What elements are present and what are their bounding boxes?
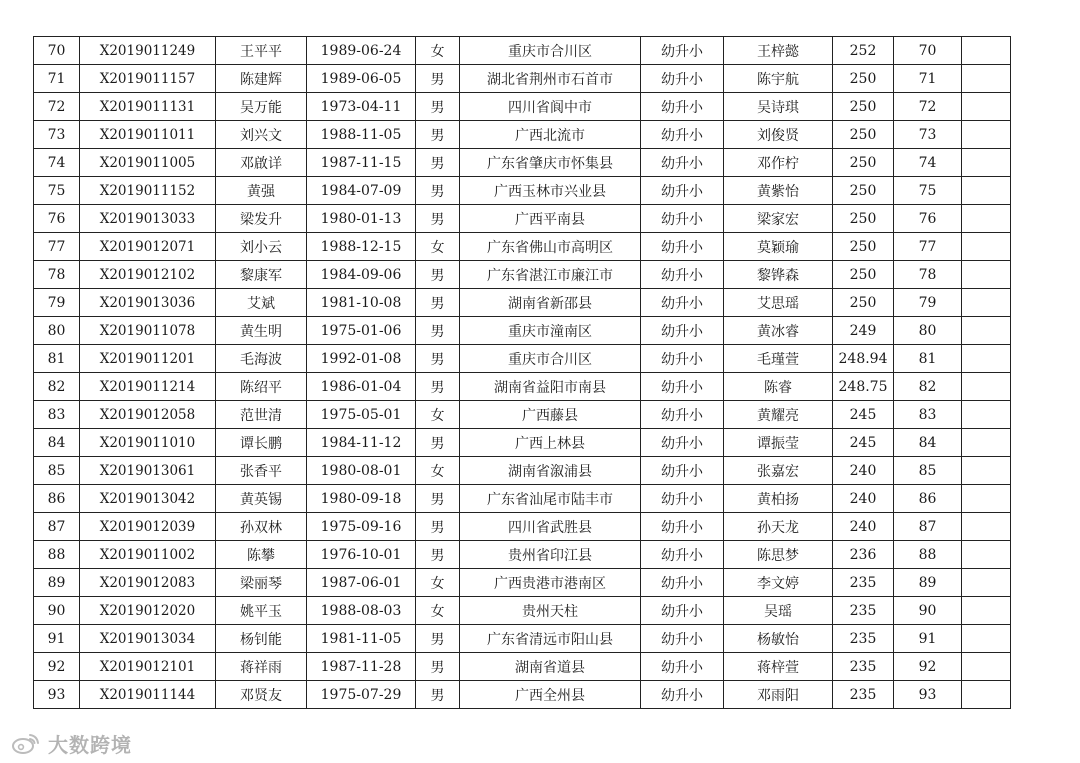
cell-birth-date: 1988-12-15 <box>307 233 416 261</box>
cell-rank: 91 <box>894 625 962 653</box>
cell-parent-name: 孙双林 <box>216 513 307 541</box>
cell-gender: 男 <box>416 93 460 121</box>
cell-child-name: 黄耀亮 <box>724 401 833 429</box>
cell-gender: 男 <box>416 261 460 289</box>
cell-gender: 男 <box>416 373 460 401</box>
cell-row-number: 77 <box>34 233 80 261</box>
cell-child-name: 陈睿 <box>724 373 833 401</box>
cell-enrollment-type: 幼升小 <box>641 625 724 653</box>
cell-birth-date: 1975-05-01 <box>307 401 416 429</box>
cell-score: 250 <box>833 65 894 93</box>
cell-remark <box>962 373 1011 401</box>
cell-score: 240 <box>833 457 894 485</box>
cell-gender: 男 <box>416 513 460 541</box>
cell-gender: 女 <box>416 37 460 65</box>
cell-enrollment-type: 幼升小 <box>641 569 724 597</box>
cell-parent-name: 刘小云 <box>216 233 307 261</box>
cell-gender: 男 <box>416 653 460 681</box>
cell-birth-date: 1987-11-15 <box>307 149 416 177</box>
cell-remark <box>962 37 1011 65</box>
cell-rank: 80 <box>894 317 962 345</box>
applicant-ranking-table <box>33 36 1011 709</box>
cell-child-name: 黄柏扬 <box>724 485 833 513</box>
cell-application-id: X2019012071 <box>80 233 216 261</box>
cell-parent-name: 范世清 <box>216 401 307 429</box>
cell-enrollment-type: 幼升小 <box>641 485 724 513</box>
table-row <box>34 261 1011 289</box>
table-row <box>34 149 1011 177</box>
cell-score: 235 <box>833 681 894 709</box>
cell-native-place: 贵州天柱 <box>460 597 641 625</box>
cell-gender: 女 <box>416 457 460 485</box>
cell-row-number: 82 <box>34 373 80 401</box>
cell-application-id: X2019011010 <box>80 429 216 457</box>
cell-application-id: X2019011011 <box>80 121 216 149</box>
cell-birth-date: 1986-01-04 <box>307 373 416 401</box>
cell-parent-name: 黄生明 <box>216 317 307 345</box>
cell-application-id: X2019012083 <box>80 569 216 597</box>
cell-birth-date: 1989-06-05 <box>307 65 416 93</box>
cell-parent-name: 姚平玉 <box>216 597 307 625</box>
cell-native-place: 湖南省新邵县 <box>460 289 641 317</box>
cell-child-name: 王梓懿 <box>724 37 833 65</box>
cell-score: 250 <box>833 121 894 149</box>
table-row <box>34 653 1011 681</box>
cell-score: 235 <box>833 597 894 625</box>
cell-child-name: 孙天龙 <box>724 513 833 541</box>
cell-row-number: 74 <box>34 149 80 177</box>
table-row <box>34 205 1011 233</box>
cell-birth-date: 1975-01-06 <box>307 317 416 345</box>
cell-application-id: X2019011249 <box>80 37 216 65</box>
cell-native-place: 重庆市潼南区 <box>460 317 641 345</box>
cell-row-number: 76 <box>34 205 80 233</box>
cell-application-id: X2019011201 <box>80 345 216 373</box>
cell-row-number: 89 <box>34 569 80 597</box>
table-row <box>34 289 1011 317</box>
cell-gender: 女 <box>416 233 460 261</box>
cell-child-name: 吴瑶 <box>724 597 833 625</box>
cell-parent-name: 张香平 <box>216 457 307 485</box>
table-row <box>34 93 1011 121</box>
cell-application-id: X2019013042 <box>80 485 216 513</box>
cell-score: 250 <box>833 261 894 289</box>
cell-score: 252 <box>833 37 894 65</box>
cell-row-number: 70 <box>34 37 80 65</box>
cell-native-place: 广西全州县 <box>460 681 641 709</box>
cell-gender: 男 <box>416 317 460 345</box>
cell-parent-name: 黎康军 <box>216 261 307 289</box>
table-row <box>34 485 1011 513</box>
cell-remark <box>962 597 1011 625</box>
cell-birth-date: 1973-04-11 <box>307 93 416 121</box>
cell-gender: 男 <box>416 177 460 205</box>
table-row <box>34 625 1011 653</box>
cell-parent-name: 王平平 <box>216 37 307 65</box>
cell-gender: 男 <box>416 149 460 177</box>
cell-score: 235 <box>833 569 894 597</box>
cell-child-name: 张嘉宏 <box>724 457 833 485</box>
cell-native-place: 广东省湛江市廉江市 <box>460 261 641 289</box>
cell-enrollment-type: 幼升小 <box>641 233 724 261</box>
cell-score: 250 <box>833 93 894 121</box>
table-row <box>34 457 1011 485</box>
cell-birth-date: 1989-06-24 <box>307 37 416 65</box>
cell-child-name: 黎铧森 <box>724 261 833 289</box>
cell-gender: 男 <box>416 485 460 513</box>
cell-rank: 89 <box>894 569 962 597</box>
cell-enrollment-type: 幼升小 <box>641 681 724 709</box>
cell-gender: 男 <box>416 345 460 373</box>
cell-gender: 男 <box>416 65 460 93</box>
cell-rank: 85 <box>894 457 962 485</box>
cell-child-name: 邓雨阳 <box>724 681 833 709</box>
cell-remark <box>962 289 1011 317</box>
cell-rank: 75 <box>894 177 962 205</box>
cell-row-number: 83 <box>34 401 80 429</box>
cell-native-place: 广西上林县 <box>460 429 641 457</box>
cell-native-place: 湖南省道县 <box>460 653 641 681</box>
table-row <box>34 177 1011 205</box>
cell-application-id: X2019011005 <box>80 149 216 177</box>
table-body <box>34 37 1011 709</box>
cell-birth-date: 1981-11-05 <box>307 625 416 653</box>
cell-remark <box>962 65 1011 93</box>
cell-rank: 71 <box>894 65 962 93</box>
cell-remark <box>962 177 1011 205</box>
cell-enrollment-type: 幼升小 <box>641 37 724 65</box>
cell-native-place: 广西贵港市港南区 <box>460 569 641 597</box>
cell-remark <box>962 93 1011 121</box>
cell-gender: 男 <box>416 289 460 317</box>
cell-parent-name: 杨钊能 <box>216 625 307 653</box>
cell-row-number: 91 <box>34 625 80 653</box>
cell-birth-date: 1981-10-08 <box>307 289 416 317</box>
cell-rank: 86 <box>894 485 962 513</box>
cell-enrollment-type: 幼升小 <box>641 149 724 177</box>
cell-child-name: 黄紫怡 <box>724 177 833 205</box>
cell-application-id: X2019011214 <box>80 373 216 401</box>
cell-row-number: 86 <box>34 485 80 513</box>
cell-row-number: 93 <box>34 681 80 709</box>
cell-application-id: X2019012020 <box>80 597 216 625</box>
cell-child-name: 黄冰睿 <box>724 317 833 345</box>
cell-rank: 83 <box>894 401 962 429</box>
table-row <box>34 541 1011 569</box>
watermark-text: 大数跨境 <box>48 732 132 757</box>
cell-application-id: X2019011157 <box>80 65 216 93</box>
table-row <box>34 345 1011 373</box>
cell-native-place: 贵州省印江县 <box>460 541 641 569</box>
cell-parent-name: 邓贤友 <box>216 681 307 709</box>
cell-child-name: 邓作柠 <box>724 149 833 177</box>
cell-child-name: 谭振莹 <box>724 429 833 457</box>
table-row <box>34 317 1011 345</box>
table-row <box>34 681 1011 709</box>
cell-score: 236 <box>833 541 894 569</box>
cell-parent-name: 黄强 <box>216 177 307 205</box>
cell-application-id: X2019012058 <box>80 401 216 429</box>
cell-rank: 84 <box>894 429 962 457</box>
cell-gender: 女 <box>416 597 460 625</box>
cell-gender: 男 <box>416 681 460 709</box>
cell-rank: 90 <box>894 597 962 625</box>
cell-parent-name: 邓啟详 <box>216 149 307 177</box>
cell-parent-name: 蒋祥雨 <box>216 653 307 681</box>
cell-child-name: 杨敏怡 <box>724 625 833 653</box>
cell-score: 250 <box>833 233 894 261</box>
cell-enrollment-type: 幼升小 <box>641 261 724 289</box>
cell-birth-date: 1984-11-12 <box>307 429 416 457</box>
cell-score: 250 <box>833 149 894 177</box>
cell-enrollment-type: 幼升小 <box>641 653 724 681</box>
cell-application-id: X2019011152 <box>80 177 216 205</box>
cell-native-place: 湖南省益阳市南县 <box>460 373 641 401</box>
cell-native-place: 广东省佛山市高明区 <box>460 233 641 261</box>
table-row <box>34 37 1011 65</box>
cell-native-place: 广西玉林市兴业县 <box>460 177 641 205</box>
table-row <box>34 401 1011 429</box>
cell-remark <box>962 681 1011 709</box>
cell-child-name: 艾思瑶 <box>724 289 833 317</box>
cell-application-id: X2019012039 <box>80 513 216 541</box>
cell-score: 250 <box>833 205 894 233</box>
cell-parent-name: 谭长鹏 <box>216 429 307 457</box>
cell-score: 250 <box>833 289 894 317</box>
cell-native-place: 广东省汕尾市陆丰市 <box>460 485 641 513</box>
cell-row-number: 81 <box>34 345 80 373</box>
cell-enrollment-type: 幼升小 <box>641 317 724 345</box>
cell-application-id: X2019013036 <box>80 289 216 317</box>
watermark <box>10 728 132 758</box>
cell-child-name: 梁家宏 <box>724 205 833 233</box>
cell-remark <box>962 653 1011 681</box>
cell-row-number: 71 <box>34 65 80 93</box>
cell-child-name: 莫颖瑜 <box>724 233 833 261</box>
cell-application-id: X2019011144 <box>80 681 216 709</box>
cell-child-name: 毛瑾萱 <box>724 345 833 373</box>
cell-birth-date: 1987-11-28 <box>307 653 416 681</box>
cell-remark <box>962 121 1011 149</box>
cell-row-number: 84 <box>34 429 80 457</box>
cell-enrollment-type: 幼升小 <box>641 401 724 429</box>
cell-score: 248.94 <box>833 345 894 373</box>
cell-enrollment-type: 幼升小 <box>641 541 724 569</box>
cell-rank: 92 <box>894 653 962 681</box>
cell-parent-name: 陈绍平 <box>216 373 307 401</box>
cell-score: 235 <box>833 653 894 681</box>
cell-score: 240 <box>833 485 894 513</box>
table-row <box>34 373 1011 401</box>
cell-enrollment-type: 幼升小 <box>641 65 724 93</box>
cell-native-place: 四川省阆中市 <box>460 93 641 121</box>
cell-application-id: X2019011078 <box>80 317 216 345</box>
cell-rank: 76 <box>894 205 962 233</box>
cell-rank: 73 <box>894 121 962 149</box>
cell-remark <box>962 485 1011 513</box>
cell-birth-date: 1980-09-18 <box>307 485 416 513</box>
cell-native-place: 广东省肇庆市怀集县 <box>460 149 641 177</box>
cell-remark <box>962 569 1011 597</box>
cell-rank: 70 <box>894 37 962 65</box>
cell-row-number: 79 <box>34 289 80 317</box>
cell-gender: 男 <box>416 205 460 233</box>
cell-enrollment-type: 幼升小 <box>641 93 724 121</box>
cell-native-place: 湖南省溆浦县 <box>460 457 641 485</box>
cell-child-name: 吴诗琪 <box>724 93 833 121</box>
cell-score: 248.75 <box>833 373 894 401</box>
cell-row-number: 85 <box>34 457 80 485</box>
cell-gender: 男 <box>416 121 460 149</box>
cell-birth-date: 1980-01-13 <box>307 205 416 233</box>
cell-child-name: 蒋梓萱 <box>724 653 833 681</box>
cell-native-place: 重庆市合川区 <box>460 345 641 373</box>
cell-row-number: 78 <box>34 261 80 289</box>
cell-remark <box>962 401 1011 429</box>
cell-parent-name: 黄英锡 <box>216 485 307 513</box>
cell-remark <box>962 233 1011 261</box>
cell-native-place: 重庆市合川区 <box>460 37 641 65</box>
cell-birth-date: 1975-07-29 <box>307 681 416 709</box>
cell-enrollment-type: 幼升小 <box>641 289 724 317</box>
cell-rank: 77 <box>894 233 962 261</box>
cell-remark <box>962 457 1011 485</box>
cell-birth-date: 1980-08-01 <box>307 457 416 485</box>
cell-score: 245 <box>833 429 894 457</box>
cell-enrollment-type: 幼升小 <box>641 205 724 233</box>
cell-row-number: 88 <box>34 541 80 569</box>
table-row <box>34 65 1011 93</box>
cell-enrollment-type: 幼升小 <box>641 457 724 485</box>
cell-birth-date: 1992-01-08 <box>307 345 416 373</box>
cell-native-place: 广西平南县 <box>460 205 641 233</box>
cell-remark <box>962 149 1011 177</box>
cell-birth-date: 1976-10-01 <box>307 541 416 569</box>
cell-score: 250 <box>833 177 894 205</box>
cell-row-number: 75 <box>34 177 80 205</box>
cell-row-number: 87 <box>34 513 80 541</box>
cell-enrollment-type: 幼升小 <box>641 429 724 457</box>
cell-remark <box>962 205 1011 233</box>
cell-application-id: X2019013061 <box>80 457 216 485</box>
cell-native-place: 广西北流市 <box>460 121 641 149</box>
cell-score: 235 <box>833 625 894 653</box>
weibo-logo-icon <box>10 731 42 755</box>
cell-native-place: 广东省清远市阳山县 <box>460 625 641 653</box>
cell-birth-date: 1987-06-01 <box>307 569 416 597</box>
cell-parent-name: 梁发升 <box>216 205 307 233</box>
cell-application-id: X2019012101 <box>80 653 216 681</box>
cell-row-number: 80 <box>34 317 80 345</box>
cell-enrollment-type: 幼升小 <box>641 177 724 205</box>
cell-gender: 男 <box>416 625 460 653</box>
cell-remark <box>962 625 1011 653</box>
cell-gender: 女 <box>416 569 460 597</box>
cell-parent-name: 刘兴文 <box>216 121 307 149</box>
cell-parent-name: 艾斌 <box>216 289 307 317</box>
cell-application-id: X2019011131 <box>80 93 216 121</box>
cell-application-id: X2019013034 <box>80 625 216 653</box>
cell-child-name: 陈思梦 <box>724 541 833 569</box>
cell-birth-date: 1975-09-16 <box>307 513 416 541</box>
cell-child-name: 李文婷 <box>724 569 833 597</box>
cell-parent-name: 梁丽琴 <box>216 569 307 597</box>
cell-parent-name: 吴万能 <box>216 93 307 121</box>
cell-rank: 74 <box>894 149 962 177</box>
cell-score: 245 <box>833 401 894 429</box>
cell-remark <box>962 541 1011 569</box>
cell-row-number: 90 <box>34 597 80 625</box>
cell-native-place: 湖北省荆州市石首市 <box>460 65 641 93</box>
cell-birth-date: 1984-07-09 <box>307 177 416 205</box>
cell-birth-date: 1988-08-03 <box>307 597 416 625</box>
cell-remark <box>962 345 1011 373</box>
cell-row-number: 73 <box>34 121 80 149</box>
table-row <box>34 233 1011 261</box>
cell-rank: 79 <box>894 289 962 317</box>
cell-application-id: X2019013033 <box>80 205 216 233</box>
cell-rank: 81 <box>894 345 962 373</box>
cell-birth-date: 1984-09-06 <box>307 261 416 289</box>
cell-parent-name: 陈攀 <box>216 541 307 569</box>
cell-gender: 男 <box>416 429 460 457</box>
cell-rank: 87 <box>894 513 962 541</box>
table-row <box>34 597 1011 625</box>
cell-rank: 82 <box>894 373 962 401</box>
cell-rank: 78 <box>894 261 962 289</box>
cell-enrollment-type: 幼升小 <box>641 597 724 625</box>
cell-rank: 72 <box>894 93 962 121</box>
cell-application-id: X2019011002 <box>80 541 216 569</box>
cell-enrollment-type: 幼升小 <box>641 373 724 401</box>
table-row <box>34 121 1011 149</box>
table-row <box>34 513 1011 541</box>
cell-score: 240 <box>833 513 894 541</box>
cell-enrollment-type: 幼升小 <box>641 513 724 541</box>
cell-birth-date: 1988-11-05 <box>307 121 416 149</box>
table-row <box>34 429 1011 457</box>
cell-enrollment-type: 幼升小 <box>641 345 724 373</box>
cell-rank: 93 <box>894 681 962 709</box>
cell-child-name: 刘俊贤 <box>724 121 833 149</box>
cell-child-name: 陈宇航 <box>724 65 833 93</box>
cell-parent-name: 毛海波 <box>216 345 307 373</box>
cell-remark <box>962 429 1011 457</box>
table-row <box>34 569 1011 597</box>
cell-native-place: 广西藤县 <box>460 401 641 429</box>
cell-row-number: 72 <box>34 93 80 121</box>
cell-rank: 88 <box>894 541 962 569</box>
cell-gender: 男 <box>416 541 460 569</box>
cell-remark <box>962 261 1011 289</box>
cell-parent-name: 陈建辉 <box>216 65 307 93</box>
cell-remark <box>962 513 1011 541</box>
cell-gender: 女 <box>416 401 460 429</box>
cell-remark <box>962 317 1011 345</box>
cell-native-place: 四川省武胜县 <box>460 513 641 541</box>
cell-enrollment-type: 幼升小 <box>641 121 724 149</box>
cell-score: 249 <box>833 317 894 345</box>
cell-application-id: X2019012102 <box>80 261 216 289</box>
cell-row-number: 92 <box>34 653 80 681</box>
